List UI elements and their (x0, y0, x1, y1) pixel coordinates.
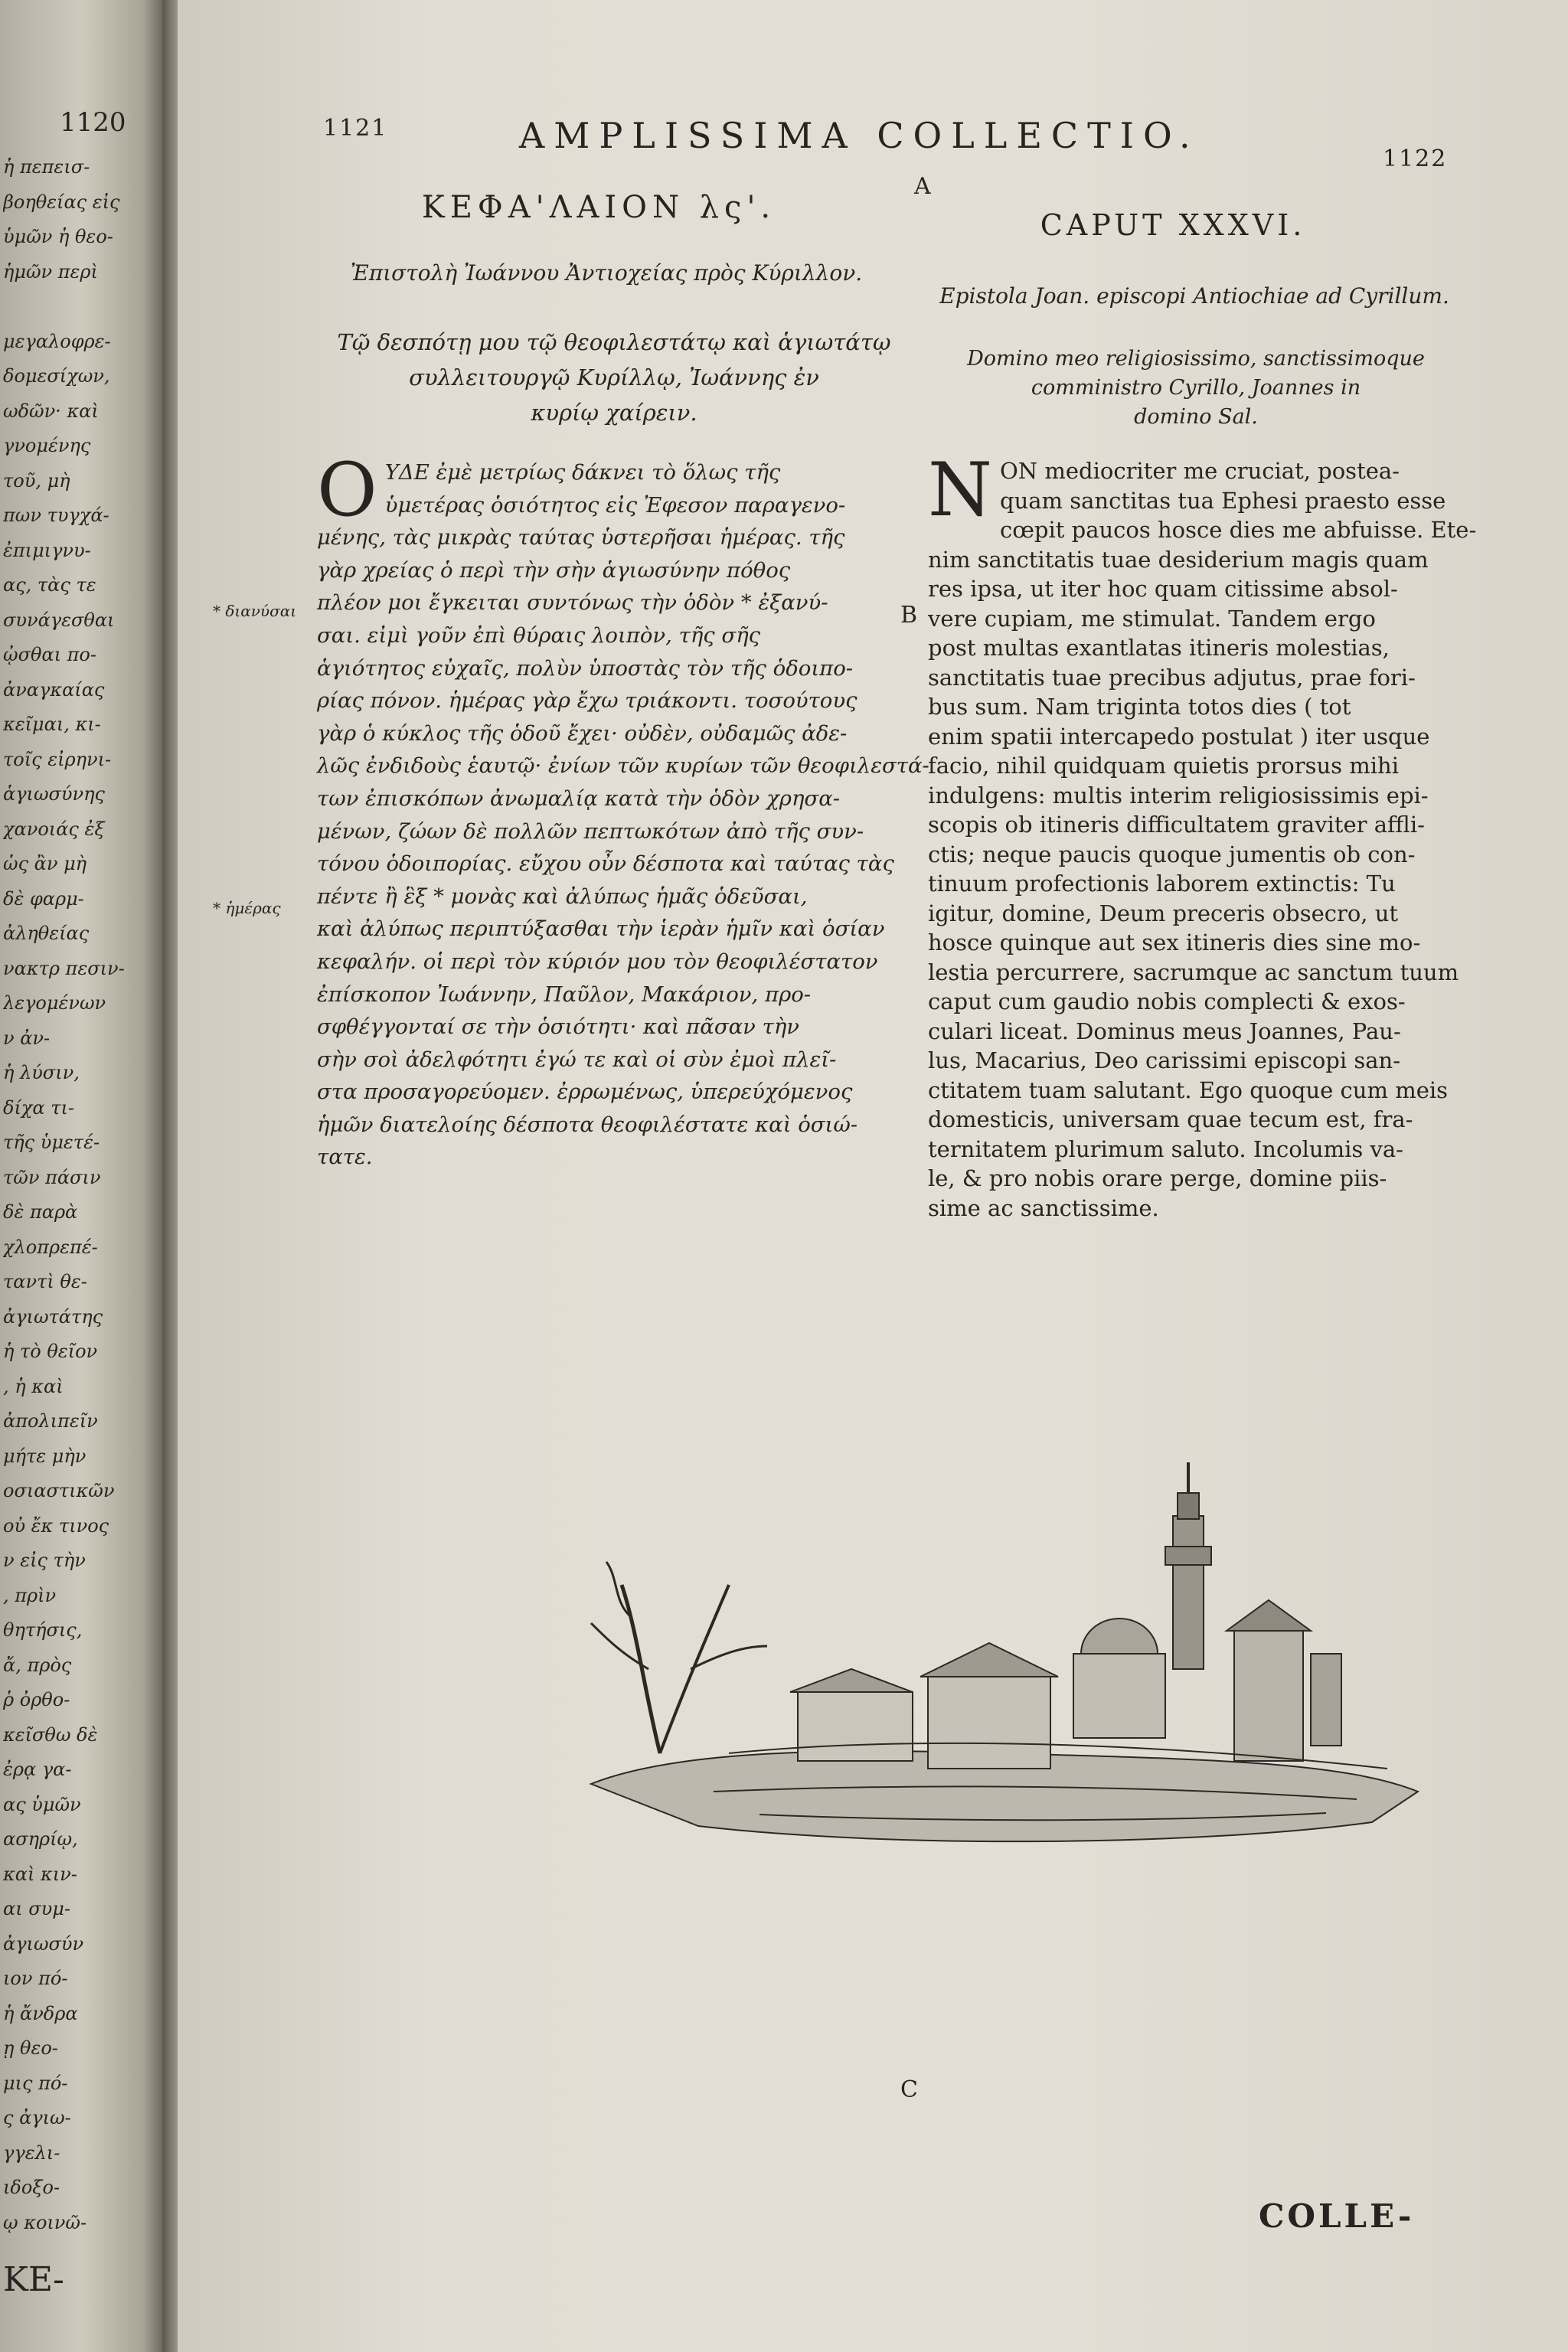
left-page-fragment: λεγομένων (3, 992, 106, 1014)
left-page-fragment: ὡς ἂν μὴ (3, 853, 87, 874)
latin-body-line: igitur, domine, Deum preceris obsecro, ut (928, 900, 1399, 926)
left-page-fragment: τῶν πάσιν (3, 1166, 101, 1188)
greek-body-line: γὰρ ὁ κύκλος τῆς ὁδοῦ ἔχει· οὐδὲν, οὐδαμῶς ἀδε- (317, 720, 848, 746)
left-page-fragment: ασηρίῳ, (3, 1828, 78, 1850)
greek-salutation (300, 325, 928, 430)
left-page-fragment: ας ὑμῶν (3, 1793, 81, 1815)
running-title: AMPLISSIMA COLLECTIO. (519, 115, 1200, 156)
left-page-fragment: κεῖσθω δὲ (3, 1723, 98, 1746)
left-page-fragment: τῆς ὑμετέ- (3, 1132, 100, 1153)
latin-body-line: ON mediocriter me cruciat, postea- (1000, 458, 1400, 484)
greek-chapter-heading: ΚΕΦΑ'ΛΑΙΟΝ λς'. (421, 190, 776, 225)
latin-body-line: ctis; neque paucis quoque jumentis ob con- (928, 841, 1416, 867)
left-page-fragment: αι συμ- (3, 1898, 70, 1919)
left-page-number: 1120 (60, 107, 126, 138)
left-page-fragment: δὲ φαρμ- (3, 887, 84, 910)
left-page-text-fragments (3, 150, 156, 2240)
left-page-fragment: χλοπρεπέ- (3, 1236, 98, 1258)
left-page-fragment: ωδῶν· καὶ (3, 400, 99, 422)
latin-salutation-line: domino Sal. (1134, 405, 1258, 429)
left-page-fragment (3, 289, 156, 325)
left-page-fragment: μις πό- (3, 2072, 68, 2094)
latin-body-line: post multas exantlatas itineris molestias, (928, 635, 1390, 661)
greek-body-line: καὶ ἀλύπως περιπτύξασθαι τὴν ἱερὰν ἡμῖν καὶ ὁσίαν (317, 916, 885, 942)
greek-body-line: ρίας πόνον. ἡμέρας γὰρ ἔχω τριάκοντι. τοσούτους (317, 688, 858, 714)
greek-body-line: μένης, τὰς μικρὰς ταύτας ὑστερῆσαι ἡμέρας. τῆς (317, 525, 845, 550)
latin-body-line: cœpit paucos hosce dies me abfuisse. Ete- (1000, 517, 1477, 543)
left-page-fragment: ς ἀγιω- (3, 2107, 71, 2128)
left-page-fragment: δίχα τι- (3, 1096, 75, 1119)
greek-drop-capital: O (317, 447, 377, 533)
left-page-fragment: ᾠσθαι πο- (3, 644, 96, 665)
latin-body-line: sanctitatis tuae precibus adjutus, prae fori- (928, 664, 1416, 691)
greek-margin-note: * διανύσαι (213, 602, 297, 620)
catchword: COLLE- (1259, 2197, 1415, 2235)
left-page-fragment: ἡμῶν περὶ (3, 260, 98, 283)
left-page-fragment: ἀγιωσύν (3, 1932, 84, 1955)
greek-body-line: στα προσαγορεύομεν. ἐρρωμένως, ὑπερεύχόμενος (317, 1080, 853, 1105)
latin-body-line: enim spatii intercapedo postulat ) iter usque (928, 723, 1430, 750)
left-page-fragment: βοηθείας εἰς (3, 191, 120, 213)
greek-body-line: ἁγιότητος εὐχαῖς, πολὺν ὑποστὰς τὸν τῆς ὁδοιπο- (317, 655, 854, 681)
greek-body-line: πλέον μοι ἔγκειται συντόνως τὴν ὁδὸν * ἐξανύ- (317, 590, 828, 616)
page-number-right: 1122 (1383, 145, 1448, 172)
left-page-fragment: ῃ θεο- (3, 2037, 58, 2059)
latin-salutation-line: comministro Cyrillo, Joannes in (1031, 376, 1361, 400)
greek-body-line: των ἐπισκόπων ἀνωμαλίᾳ κατὰ τὴν ὁδὸν χρησα- (317, 786, 841, 811)
left-page-fragment: ας, τὰς τε (3, 574, 96, 596)
greek-margin-note: * ἡμέρας (213, 899, 281, 917)
greek-body-line: ὑμετέρας ὁσιότητος εἰς Ἐφεσον παραγενο- (384, 492, 846, 518)
latin-body-line: tinuum profectionis laborem extinctis: Tu (928, 871, 1396, 897)
left-page-fragment: ἡ λύσιν, (3, 1062, 80, 1083)
latin-body-line: sime ac sanctissime. (928, 1194, 1159, 1221)
left-page-fragment: ἁγιωσύνης (3, 783, 105, 805)
left-page-fragment: ῳ κοινῶ- (3, 2211, 87, 2233)
latin-body-line: lus, Macarius, Deo carissimi episcopi san- (928, 1047, 1401, 1073)
left-page-fragment: μεγαλοφρε- (3, 330, 111, 352)
greek-salutation-line: κυρίῳ χαίρειν. (531, 400, 697, 426)
greek-salutation-line: συλλειτουργῷ Κυρίλλῳ, Ἰωάννης ἐν (409, 364, 819, 390)
left-page-fragment: ἡ τὸ θεῖον (3, 1341, 98, 1362)
left-page-fragment: ῥ ὀρθο- (3, 1689, 70, 1710)
left-page-fragment: δομεσίχων, (3, 365, 110, 387)
left-page-fragment: ἐρᾳ γα- (3, 1759, 72, 1780)
left-page-fragment: ιδοξο- (3, 2177, 60, 2198)
latin-body-line: res ipsa, ut iter hoc quam citissime absol- (928, 576, 1398, 602)
greek-body-line: μένων, ζώων δὲ πολλῶν πεπτωκότων ἀπὸ τῆς συν- (317, 818, 864, 844)
greek-body-line: πέντε ἢ ἓξ * μονὰς καὶ ἀλύπως ἡμᾶς ὁδεῦσαι, (317, 884, 808, 909)
greek-body-line: τόνου ὁδοιπορίας. εὔχου οὖν δέσποτα καὶ ταύτας τὰς (317, 851, 894, 877)
left-page-fragment: ιον πό- (3, 1968, 68, 1989)
left-page-fragment: θητήσις, (3, 1619, 83, 1641)
left-page-fragment: , πρὶν (3, 1584, 57, 1606)
latin-salutation-line: Domino meo religiosissimo, sanctissimoque (967, 347, 1425, 371)
latin-body-line: bus sum. Nam triginta totos dies ( tot (928, 694, 1351, 720)
latin-chapter-heading: CAPUT XXXVI. (1040, 208, 1306, 242)
greek-body-line: ΥΔΕ ἐμὲ μετρίως δάκνει τὸ ὅλως τῆς (384, 460, 781, 485)
left-page-catchword: ΚΕ- (3, 2260, 64, 2299)
left-page-fragment: ταντὶ θε- (3, 1271, 87, 1292)
greek-body-line: λῶς ἐνδιδοὺς ἑαυτῷ· ἐνίων τῶν κυρίων τῶν θεοφιλεστά- (317, 753, 929, 779)
left-page-fragment: ἀναγκαίας (3, 678, 105, 701)
latin-body-line: nim sanctitatis tuae desiderium magis quam (928, 546, 1429, 573)
greek-body-line: τατε. (317, 1145, 373, 1170)
left-page-fragment: ν εἰς τὴν (3, 1550, 86, 1571)
left-page-fragment: κεῖμαι, κι- (3, 714, 101, 735)
left-page-fragment: , ἡ καὶ (3, 1375, 64, 1397)
latin-epistle-title: Epistola Joan. episcopi Antiochiae ad Cyrillum. (939, 283, 1449, 309)
left-page-fragment: ἀγιωτάτης (3, 1305, 103, 1328)
left-page-fragment: ἡ ἄνδρα (3, 2002, 78, 2024)
left-page-fragment: πων τυγχά- (3, 505, 109, 526)
latin-body-line: facio, nihil quidquam quietis prorsus mihi (928, 753, 1400, 779)
greek-body-line: γὰρ χρείας ὁ περὶ τὴν σὴν ἁγιωσύνην πόθος (317, 557, 791, 583)
page-number-left: 1121 (323, 115, 388, 142)
latin-drop-capital: N (928, 447, 992, 533)
left-page-fragment: οὐ ἔκ τινος (3, 1514, 109, 1537)
column-marker-c: C (900, 2076, 918, 2103)
latin-body-line: lestia percurrere, sacrumque ac sanctum tuum (928, 959, 1459, 985)
left-page-fragment: ἐπιμιγνυ- (3, 539, 91, 561)
greek-body-line: σφθέγγονταί σε τὴν ὁσιότητι· καὶ πᾶσαν τὴν (317, 1014, 800, 1040)
left-page-fragment: ν ἀν- (3, 1027, 51, 1049)
greek-body-line: ἡμῶν διατελοίης δέσποτα θεοφιλέστατε καὶ ὁσιώ- (317, 1112, 858, 1137)
latin-body-line: culari liceat. Dominus meus Joannes, Pau- (928, 1018, 1401, 1044)
left-page-fragment: γνομένης (3, 435, 91, 456)
greek-body-line: σὴν σοὶ ἀδελφότητι ἐγώ τε καὶ οἱ σὺν ἐμοὶ πλεῖ- (317, 1047, 837, 1072)
latin-salutation (913, 345, 1479, 432)
left-page-fragment: τοῖς εἰρηνι- (3, 748, 112, 770)
greek-body-line: ἐπίσκοπον Ἰωάννην, Παῦλον, Μακάριον, προ- (317, 982, 812, 1007)
latin-body-line: le, & pro nobis orare perge, domine piis- (928, 1165, 1387, 1191)
left-page-fragment: καὶ κιν- (3, 1863, 77, 1885)
left-page-fragment: δὲ παρὰ (3, 1201, 78, 1223)
latin-body-line: ctitatem tuam salutant. Ego quoque cum meis (928, 1076, 1449, 1103)
left-page-fragment: χανοιάς ἐξ (3, 818, 105, 840)
left-page-fragment: ἡ πεπεισ- (3, 156, 90, 178)
left-page-fragment: γγελι- (3, 2141, 60, 2164)
latin-body-line: scopis ob itineris difficultatem graviter affli- (928, 812, 1425, 838)
latin-body-line: domesticis, universam quae tecum est, fra- (928, 1106, 1413, 1132)
left-page-fragment: συνάγεσθαι (3, 609, 115, 631)
greek-epistle-title: Ἐπιστολὴ Ἰωάννου Ἀντιοχείας πρὸς Κύριλλον. (350, 260, 863, 286)
left-page-fragment: ἀπολιπεῖν (3, 1410, 98, 1432)
previous-page-edge (0, 0, 162, 2352)
latin-body-line: caput cum gaudio nobis complecti & exos- (928, 988, 1406, 1014)
town-landscape-engraving-icon (576, 1462, 1433, 1891)
latin-body-line: ternitatem plurimum saluto. Incolumis va- (928, 1135, 1403, 1162)
latin-body-line: vere cupiam, me stimulat. Tandem ergo (928, 605, 1376, 632)
greek-epistle-body (317, 447, 929, 1174)
latin-body-line: indulgens: multis interim religiosissimis epi- (928, 782, 1429, 808)
column-marker-b: B (900, 602, 918, 629)
greek-body-line: κεφαλήν. οἱ περὶ τὸν κύριόν μου τὸν θεοφιλέστατον (317, 949, 878, 974)
left-page-fragment: τοῦ, μὴ (3, 469, 70, 492)
book-gutter (162, 0, 178, 2352)
left-page-fragment: ἀληθείας (3, 923, 90, 944)
left-page-fragment: οσιαστικῶν (3, 1480, 115, 1501)
latin-epistle-body (928, 447, 1479, 1223)
latin-body-line: quam sanctitas tua Ephesi praesto esse (1000, 487, 1446, 514)
book-page (178, 0, 1568, 2352)
latin-body-line: hosce quinque aut sex itineris dies sine mo- (928, 929, 1421, 956)
column-marker-a: A (914, 173, 931, 200)
greek-body-line: σαι. εἰμὶ γοῦν ἐπὶ θύραις λοιπὸν, τῆς σῆς (317, 622, 761, 648)
left-page-fragment: ἄ, πρὸς (3, 1654, 72, 1676)
left-page-fragment: νακτρ πεσιν- (3, 957, 125, 979)
left-page-fragment: ὑμῶν ἡ θεο- (3, 226, 113, 247)
left-page-fragment: μήτε μὴν (3, 1445, 87, 1467)
greek-salutation-line: Τῷ δεσπότῃ μου τῷ θεοφιλεστάτῳ καὶ ἁγιωτάτῳ (337, 329, 891, 355)
